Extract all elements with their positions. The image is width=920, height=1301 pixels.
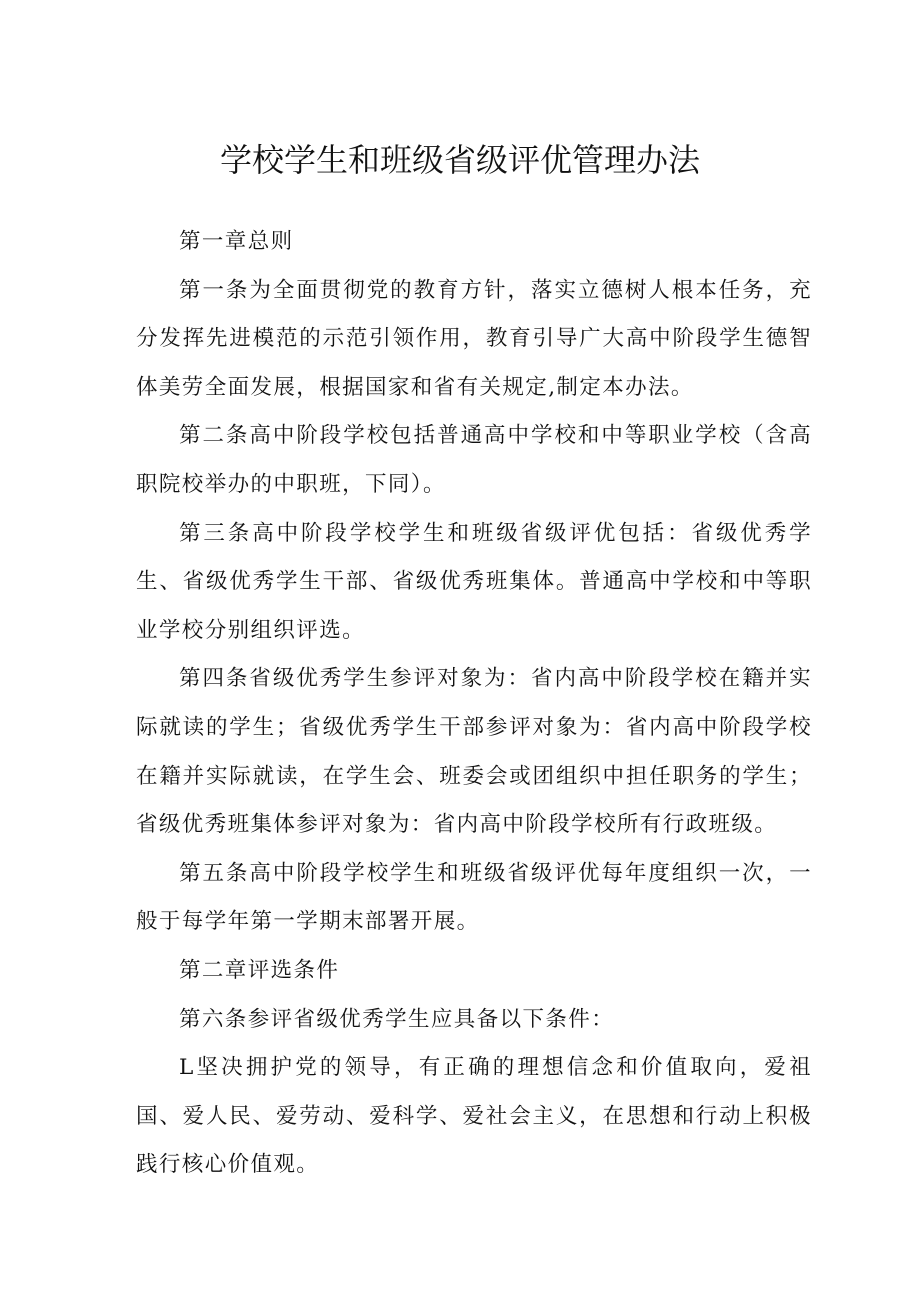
article-2-paragraph: 第二条高中阶段学校包括普通高中学校和中等职业学校（含高职院校举办的中职班，下同）。 (136, 423, 812, 497)
article-3-paragraph: 第三条高中阶段学校学生和班级省级评优包括：省级优秀学生、省级优秀学生干部、省级优秀班集体。普通高中学校和中等职业学校分别组织评选。 (136, 520, 812, 643)
article-1-paragraph: 第一条为全面贯彻党的教育方针，落实立德树人根本任务，充分发挥先进模范的示范引领作用，教育引导广大高中阶段学生德智体美劳全面发展，根据国家和省有关规定,制定本办法。 (136, 277, 812, 400)
article-4-paragraph: 第四条省级优秀学生参评对象为：省内高中阶段学校在籍并实际就读的学生；省级优秀学生干部参评对象为：省内高中阶段学校在籍并实际就读，在学生会、班委会或团组织中担任职务的学生；省级优秀班集体参评对象为：省内高中阶段学校所有行政班级。 (136, 666, 812, 838)
document-body (136, 218, 812, 1190)
article-6-paragraph: 第六条参评省级优秀学生应具备以下条件： (179, 1006, 615, 1032)
chapter-heading-criteria: 第二章评选条件 (179, 957, 340, 983)
document-title: 学校学生和班级省级评优管理办法 (219, 141, 700, 179)
criteria-item-1-paragraph: L坚决拥护党的领导，有正确的理想信念和价值取向，爱祖国、爱人民、爱劳动、爱科学、爱社会主义，在思想和行动上积极践行核心价值观。 (136, 1055, 812, 1178)
chapter-heading-general: 第一章总则 (179, 229, 294, 254)
article-5-paragraph: 第五条高中阶段学校学生和班级省级评优每年度组织一次，一般于每学年第一学期末部署开展。 (136, 860, 812, 935)
